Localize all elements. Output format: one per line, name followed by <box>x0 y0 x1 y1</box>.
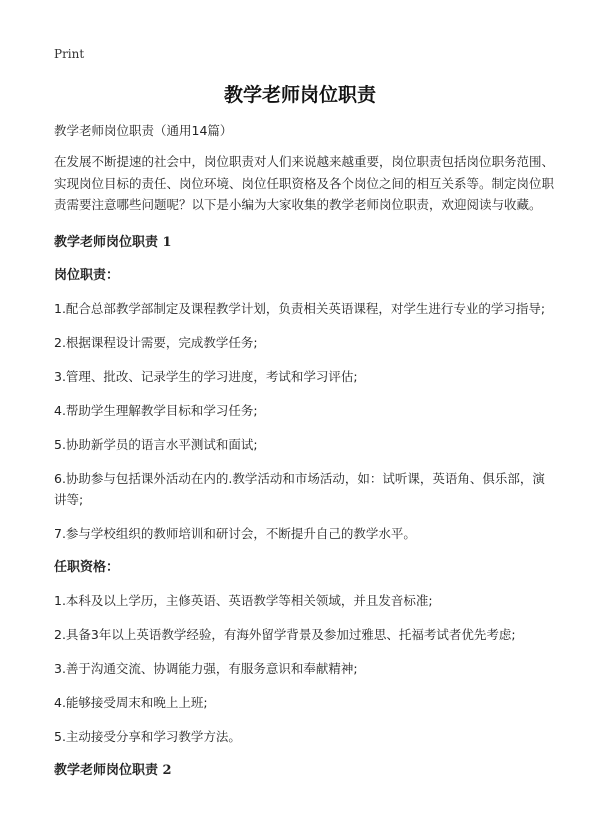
duties-list <box>54 298 554 544</box>
qualifications-heading: 任职资格： <box>54 559 120 575</box>
duty-item: 6.协助参与包括课外活动在内的.教学活动和市场活动，如：试听课，英语角、俱乐部，演讲等; <box>54 470 545 507</box>
qualification-item: 1.本科及以上学历，主修英语、英语教学等相关领域，并且发音标准; <box>54 592 433 608</box>
print-link[interactable]: Print <box>54 47 85 61</box>
section-heading-2 <box>54 760 554 781</box>
duty-item: 3.管理、批改、记录学生的学习进度，考试和学习评估; <box>54 368 358 384</box>
qualifications-list <box>54 590 554 747</box>
duties-heading: 岗位职责： <box>54 267 120 283</box>
qualification-item: 3.善于沟通交流、协调能力强，有服务意识和奉献精神; <box>54 660 358 676</box>
qualification-item: 4.能够接受周末和晚上上班; <box>54 694 208 710</box>
section-heading-1 <box>54 232 554 253</box>
section-heading-text: 教学老师岗位职责 <box>54 234 159 250</box>
section-heading-number: 1 <box>162 234 172 250</box>
duty-item: 5.协助新学员的语言水平测试和面试; <box>54 436 258 452</box>
section-heading-number: 2 <box>162 762 172 778</box>
qualification-item: 2.具备3年以上英语教学经验，有海外留学背景及参加过雅思、托福考试者优先考虑; <box>54 626 516 642</box>
duty-item: 4.帮助学生理解教学目标和学习任务; <box>54 402 258 418</box>
duty-item: 7.参与学校组织的教师培训和研讨会，不断提升自己的教学水平。 <box>54 525 416 541</box>
article-subtitle: 教学老师岗位职责（通用14篇） <box>54 123 233 138</box>
article-body <box>54 120 554 793</box>
qualification-item: 5.主动接受分享和学习教学方法。 <box>54 728 241 744</box>
section-heading-text: 教学老师岗位职责 <box>54 762 159 778</box>
page-title: 教学老师岗位职责 <box>223 84 376 106</box>
intro-paragraph: 在发展不断提速的社会中，岗位职责对人们来说越来越重要，岗位职责包括岗位职务范围、实现岗位目标的责任、岗位环境、岗位任职资格及各个岗位之间的相互关系等。制定岗位职责需要注意哪些问题呢？以下是小编为大家收集的教学老师岗位职责，欢迎阅读与收藏。 <box>54 154 555 212</box>
duty-item: 2.根据课程设计需要，完成教学任务; <box>54 334 258 350</box>
duty-item: 1.配合总部教学部制定及课程教学计划，负责相关英语课程，对学生进行专业的学习指导; <box>54 300 546 316</box>
